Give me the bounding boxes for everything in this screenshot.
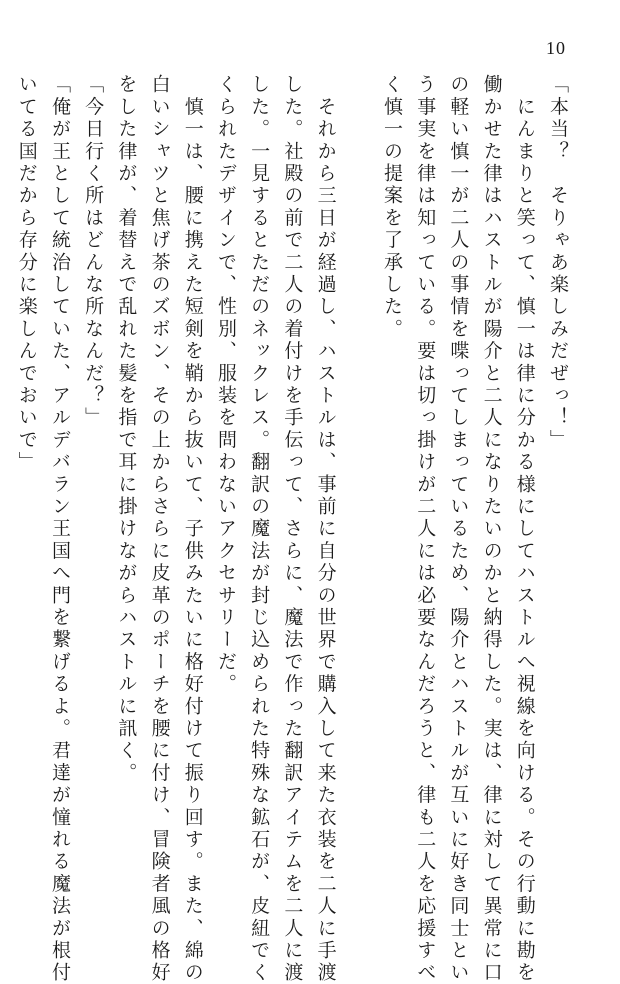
text-line: 働かせた律はハストルが陽介と二人になりたいのかと納得した。実は、律に対して異常に口 xyxy=(480,74,503,984)
text-line: く慎一の提案を了承した。 xyxy=(380,74,403,341)
page-number: 10 xyxy=(546,38,566,58)
text-line: の軽い慎一が二人の事情を喋ってしまっているため、陽介とハストルが互いに好き同士とい xyxy=(447,74,470,984)
text-line: した。社殿の前で二人の着付けを手伝って、さらに、魔法で作った翻訳アイテムを二人に渡 xyxy=(281,74,304,984)
text-line: くられたデザインで、性別、服装を問わないアクセサリーだ。 xyxy=(214,74,237,696)
text-line: 「今日行く所はどんな所なんだ？」 xyxy=(82,74,105,430)
text-line: いてる国だから存分に楽しんでおいで」 xyxy=(15,74,38,474)
text-line: 「本当？ そりゃあ楽しみだぜっ！」 xyxy=(547,74,569,452)
blank-line xyxy=(342,74,375,854)
text-line: にんまりと笑って、慎一は律に分かる様にしてハストルへ視線を向ける。その行動に勘を xyxy=(513,74,536,984)
text-line: した。一見するとただのネックレス。翻訳の魔法が封じ込められた特殊な鉱石が、皮紐でく xyxy=(248,74,271,984)
text-line: 慎一は、腰に携えた短剣を鞘から抜いて、子供みたいに格好付けて振り回す。また、綿の xyxy=(181,74,204,984)
text-line: う事実を律は知っている。要は切っ掛けが二人には必要なんだろうと、律も二人を応援すべ xyxy=(414,74,437,984)
text-line: 「俺が王として統治していた、アルデバラン王国へ門を繋げるよ。君達が憧れる魔法が根付 xyxy=(48,74,71,984)
text-line: をした律が、着替えで乱れた髪を指で耳に掛けながらハストルに訊く。 xyxy=(115,74,138,785)
text-line: 白いシャツと焦げ茶のズボン、その上からさらに皮革のポーチを腰に付け、冒険者風の格好 xyxy=(148,74,171,984)
vertical-text-body xyxy=(10,74,574,984)
text-line: それから三日が経過し、ハストルは、事前に自分の世界で購入して来た衣装を二人に手渡 xyxy=(314,74,337,984)
